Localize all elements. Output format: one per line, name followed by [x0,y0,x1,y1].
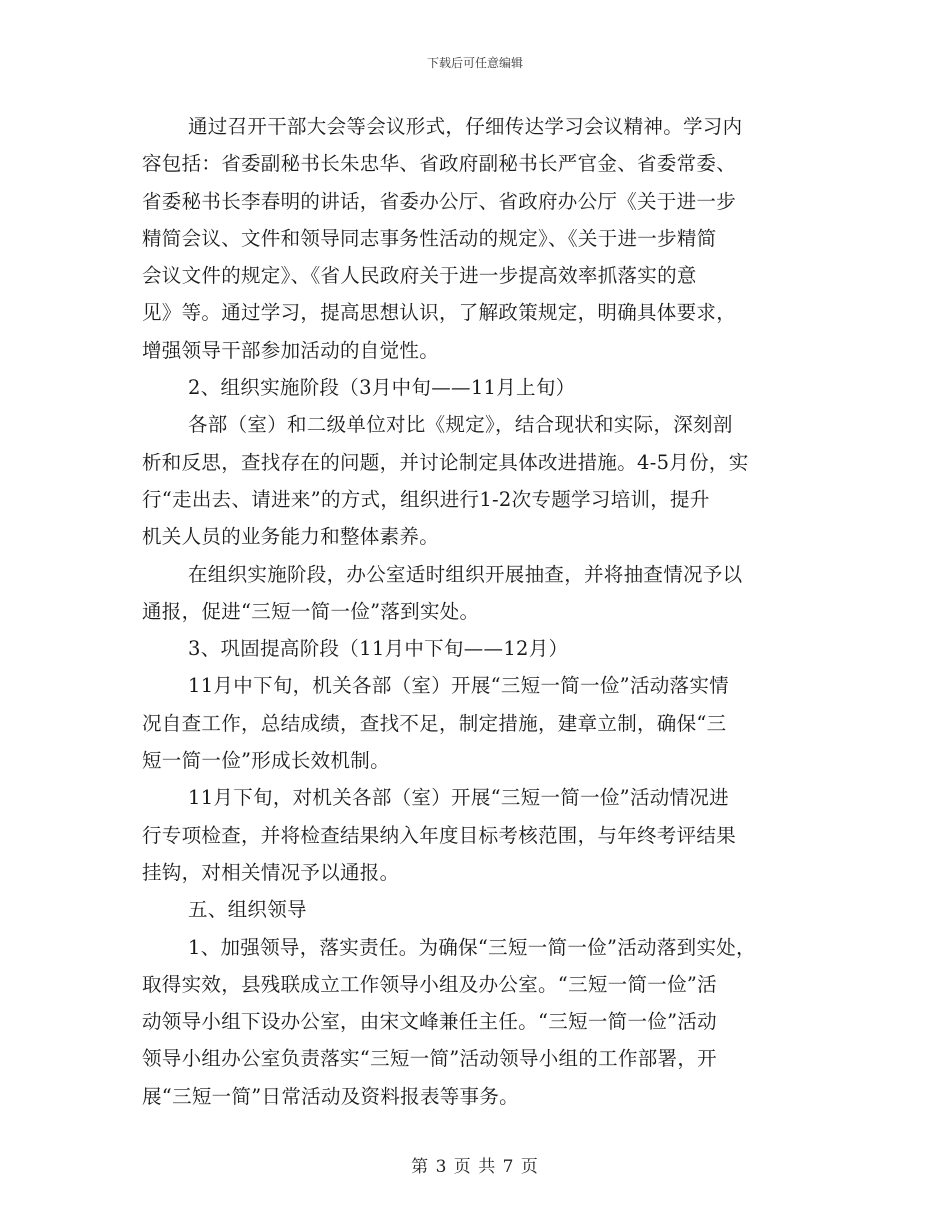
text-line: 挂钩，对相关情况予以通报。 [142,860,400,884]
page-header: 下载后可任意编辑 [426,56,523,70]
text-line: 见》等。通过学习，提高思想认识，了解政策规定，明确具体要求， [142,301,737,325]
text-line: 机关人员的业务能力和整体素养。 [142,525,440,549]
text-line: 2、组织实施阶段（3月中旬——11月上旬） [188,376,576,400]
text-line: 11月中下旬，机关各部（室）开展“三短一简一俭”活动落实情 [188,674,729,698]
text-line: 3、巩固提高阶段（11月中下旬——12月） [188,637,569,661]
text-line: 在组织实施阶段，办公室适时组织开展抽查，并将抽查情况予以 [188,562,743,586]
text-line: 展“三短一简”日常活动及资料报表等事务。 [142,1084,519,1108]
text-line: 行“走出去、请进来”的方式，组织进行1-2次专题学习培训，提升 [142,487,710,511]
text-line: 1、加强领导，落实责任。为确保“三短一简一俭”活动落到实处， [188,935,756,959]
document-body [142,108,822,1115]
text-line: 通过召开干部大会等会议形式，仔细传达学习会议精神。学习内 [188,115,743,138]
text-line: 增强领导干部参加活动的自觉性。 [142,338,440,362]
text-line: 会议文件的规定》、《省人民政府关于进一步提高效率抓落实的意 [142,264,697,288]
text-line: 况自查工作，总结成绩，查找不足，制定措施，建章立制，确保“三 [142,711,727,735]
text-line: 省委秘书长李春明的讲话，省委办公厅、省政府办公厅《关于进一步 [142,189,737,213]
text-line: 五、组织领导 [188,898,307,922]
text-line: 11月下旬，对机关各部（室）开展“三短一简一俭”活动情况进 [188,786,729,810]
text-line: 短一简一俭”形成长效机制。 [142,749,390,773]
page-footer: 第 3 页 共 7 页 [411,1157,539,1177]
text-line: 析和反思，查找存在的问题，并讨论制定具体改进措施。4-5月份，实 [142,450,749,474]
text-line: 各部（室）和二级单位对比《规定》，结合现状和实际，深刻剖 [188,413,733,437]
text-line: 精简会议、文件和领导同志事务性活动的规定》、《关于进一步精简 [142,226,717,250]
text-line: 通报，促进“三短一简一俭”落到实处。 [142,599,480,623]
text-line: 领导小组办公室负责落实“三短一简”活动领导小组的工作部署，开 [142,1047,717,1071]
text-line: 动领导小组下设办公室，由宋文峰兼任主任。“三短一简一俭”活动 [142,1010,717,1034]
text-line: 容包括：省委副秘书长朱忠华、省政府副秘书长严官金、省委常委、 [142,152,737,176]
text-line: 取得实效，县残联成立工作领导小组及办公室。“三短一简一俭”活 [142,972,717,996]
text-line: 行专项检查，并将检查结果纳入年度目标考核范围，与年终考评结果 [142,823,737,847]
